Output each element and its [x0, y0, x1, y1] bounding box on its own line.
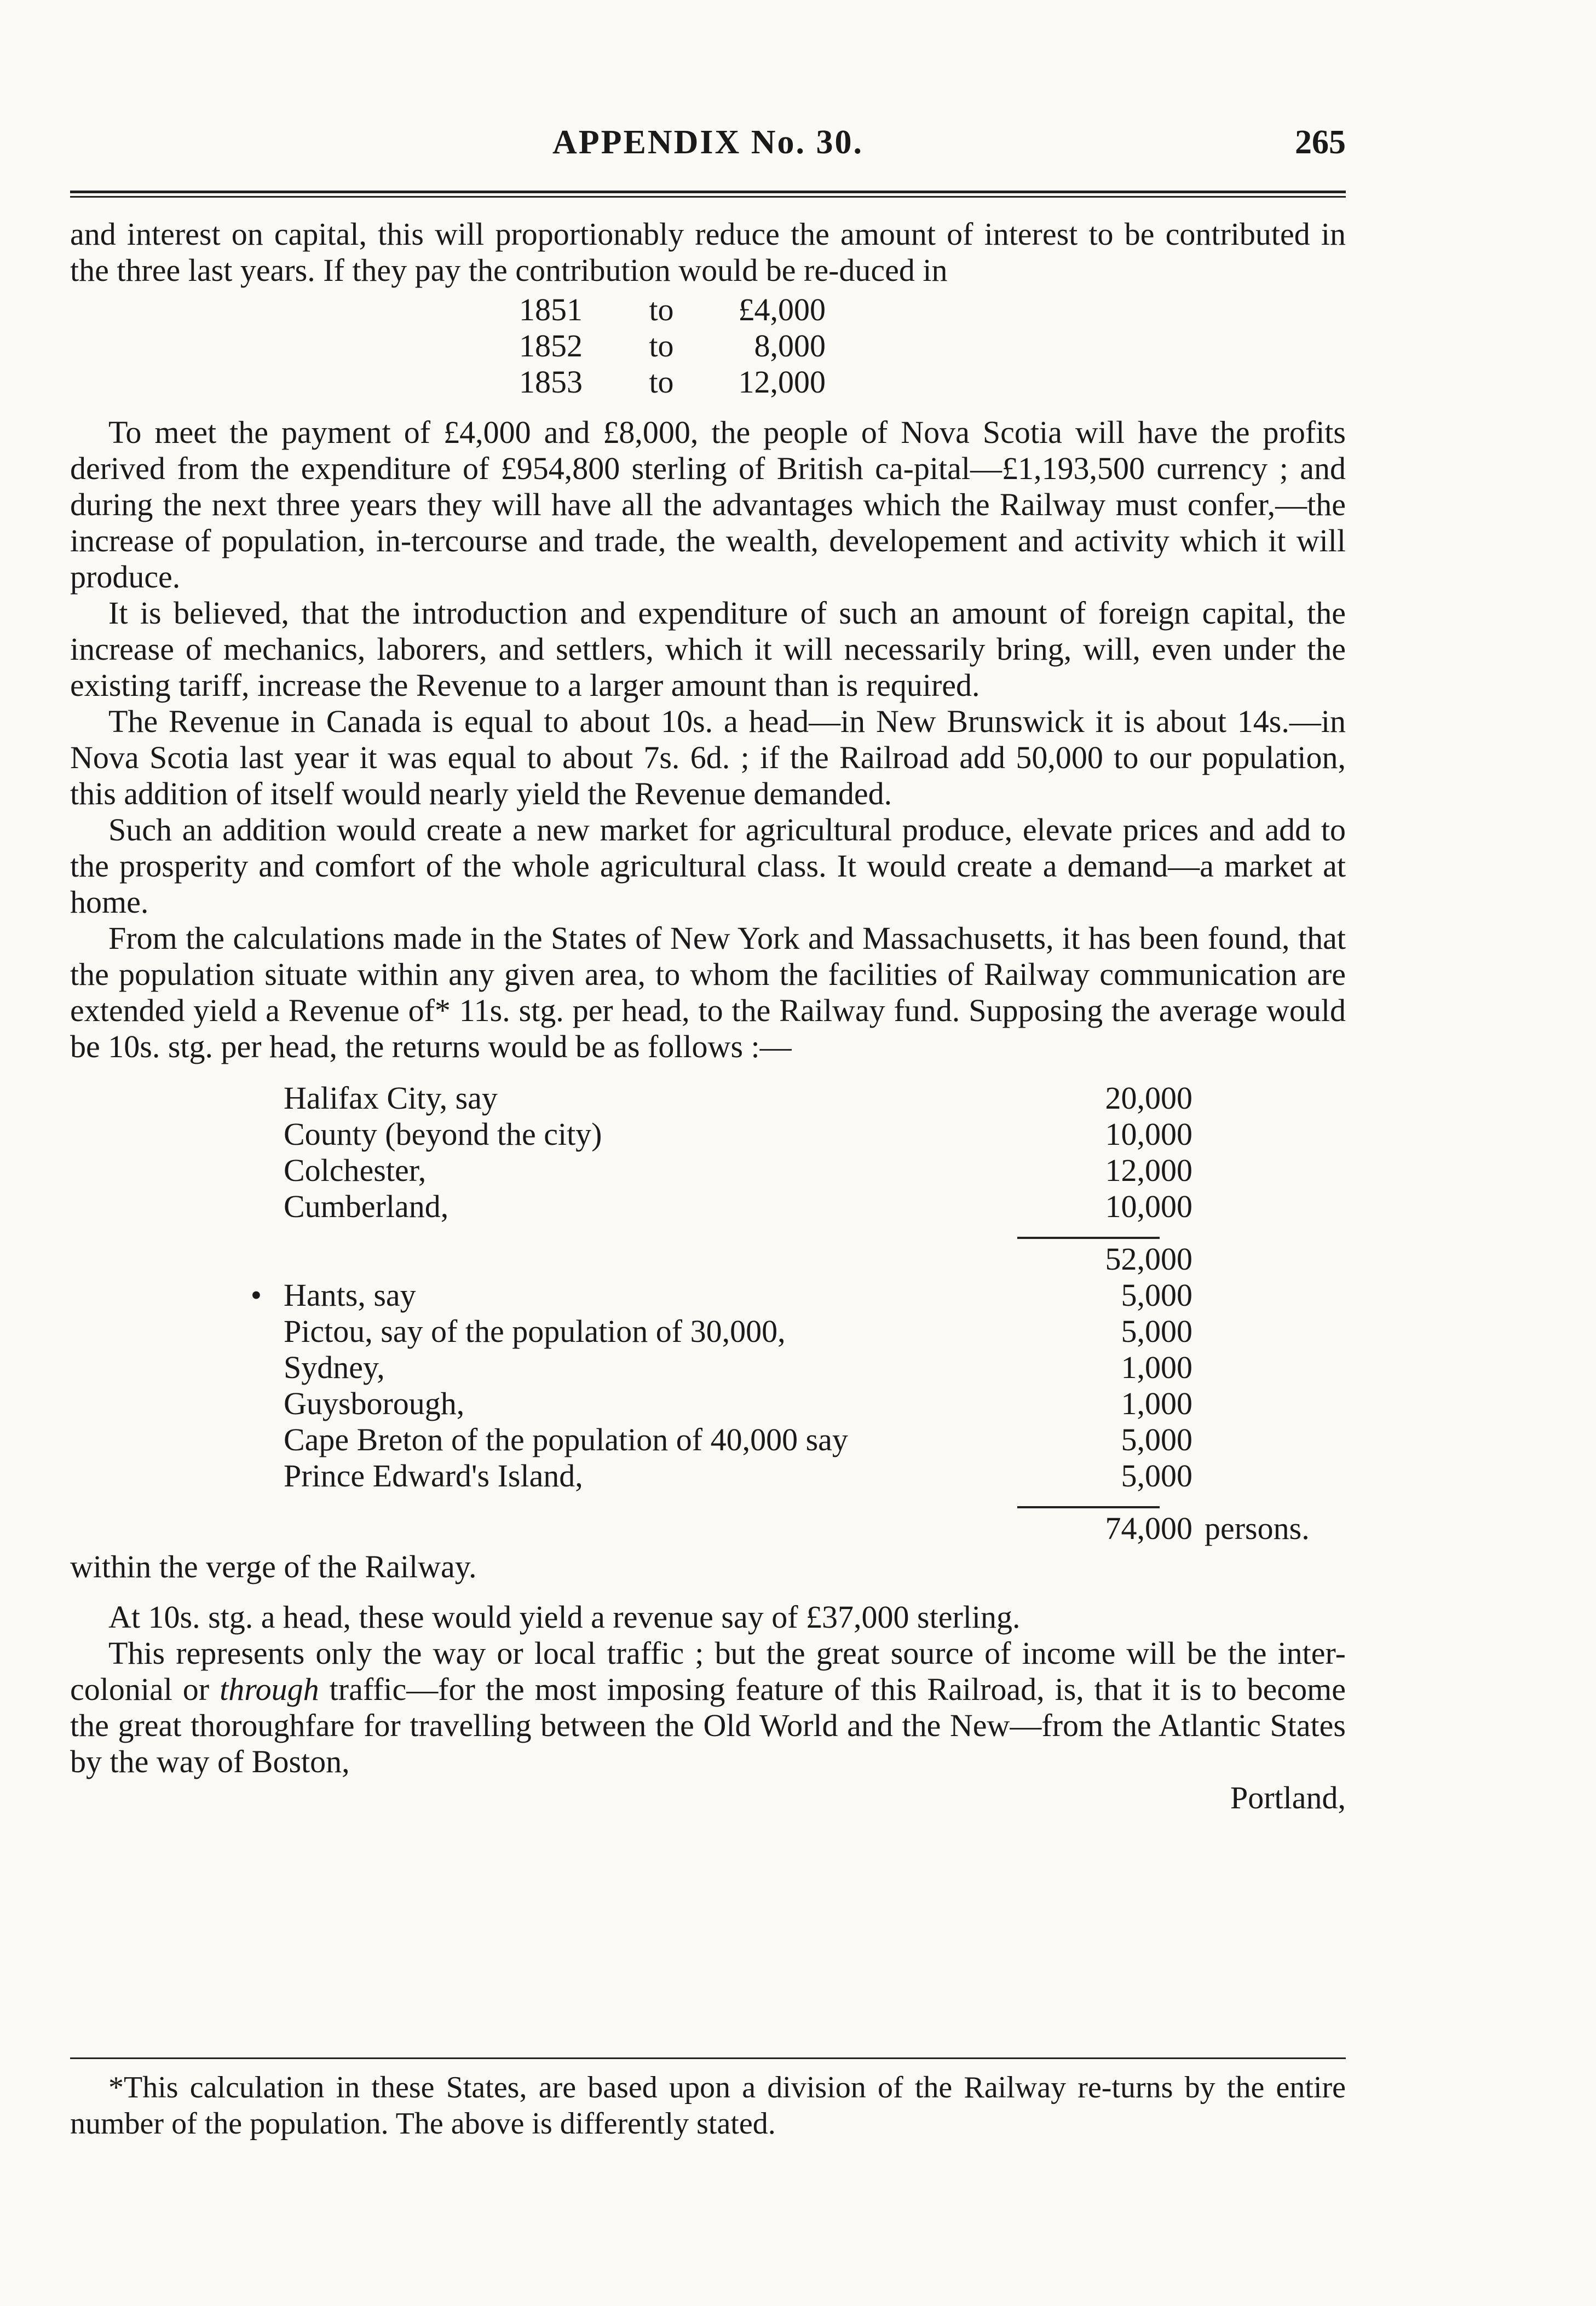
amount-cell: 1,000: [1121, 1386, 1192, 1421]
catchword: Portland,: [1230, 1780, 1346, 1815]
year-cell: 1853: [519, 364, 583, 400]
paragraph: The Revenue in Canada is equal to about 10s. a head—in New Brunswick it is about 14s.—in Nova Scotia last year it was equal to about 7s. 6d. ; if the Railroad add 50,000 to our population, this addition of itself would nearly yield the Revenue demanded.: [70, 704, 1346, 811]
place-cell: Hants, say: [284, 1277, 416, 1313]
total-row: [70, 1511, 1346, 1547]
amount-cell: 10,000: [1105, 1116, 1192, 1152]
paragraph: From the calculations made in the States of New York and Massachusetts, it has been found, that the population situate within any given area, to whom the facilities of Railway communication are extended yield a Revenue of* 11s. stg. per head, to the Railway fund. Supposing the average would be 10s. stg. per head, the returns would be as follows :—: [70, 920, 1346, 1064]
place-cell: Prince Edward's Island,: [284, 1458, 583, 1494]
place-cell: Guysborough,: [284, 1386, 465, 1421]
paragraph: within the verge of the Railway.: [70, 1549, 477, 1584]
page-header: [70, 123, 1346, 172]
amount-cell: 20,000: [1105, 1080, 1192, 1116]
returns-row: [70, 1189, 1346, 1225]
total-unit: persons.: [1205, 1511, 1310, 1546]
place-cell: Sydney,: [284, 1350, 385, 1385]
text-run: This represents only the way or local traffic ; but the great source of income will be the inter-colonial or: [70, 1635, 1346, 1707]
place-cell: Cumberland,: [284, 1189, 449, 1224]
amount-cell: 12,000: [738, 364, 826, 400]
amount-cell: 5,000: [1121, 1422, 1192, 1457]
returns-row: [70, 1080, 1346, 1116]
page-title: APPENDIX No. 30.: [552, 124, 864, 161]
to-cell: to: [649, 328, 674, 364]
page-number: 265: [1295, 124, 1346, 161]
returns-table: [70, 1080, 1346, 1547]
bullet-mark: •: [250, 1277, 262, 1313]
place-cell: Cape Breton of the population of 40,000 say: [284, 1422, 848, 1457]
returns-row: [70, 1152, 1346, 1189]
place-cell: Colchester,: [284, 1152, 427, 1188]
paragraph: At 10s. stg. a head, these would yield a revenue say of £37,000 sterling.: [108, 1599, 1021, 1635]
header-rule: [70, 191, 1346, 198]
subtotal-value: 52,000: [1105, 1241, 1192, 1277]
subtotal-row: [70, 1241, 1346, 1277]
total-rule: [1017, 1506, 1160, 1508]
footnote-rule: [70, 2057, 1346, 2059]
amount-cell: 5,000: [1121, 1458, 1192, 1494]
place-cell: County (beyond the city): [284, 1116, 602, 1152]
years-row: [70, 328, 1346, 364]
year-cell: 1851: [519, 292, 583, 327]
place-cell: Halifax City, say: [284, 1080, 498, 1116]
footnote-text: *This calculation in these States, are based upon a division of the Railway re-turns by the entire number of the population. The above is differently stated.: [70, 2071, 1346, 2141]
returns-row: [70, 1350, 1346, 1386]
place-cell: Pictou, say of the population of 30,000,: [284, 1313, 786, 1349]
paragraph: It is believed, that the introduction and expenditure of such an amount of foreign capital, the increase of mechanics, laborers, and settlers, which it will necessarily bring, will, even under the existing tariff, increase the Revenue to a larger amount than is required.: [70, 595, 1346, 703]
footnote: [70, 2069, 1346, 2142]
paragraph: Such an addition would create a new market for agricultural produce, elevate prices and add to the prosperity and comfort of the whole agricultural class. It would create a demand—a market at home.: [70, 812, 1346, 920]
amount-cell: 5,000: [1121, 1277, 1192, 1313]
amount-cell: £4,000: [738, 292, 826, 327]
total-value: 74,000: [1105, 1511, 1192, 1546]
returns-row: [70, 1386, 1346, 1422]
italic-text: through: [220, 1671, 319, 1707]
returns-row: [70, 1116, 1346, 1152]
amount-cell: 8,000: [754, 328, 826, 364]
paragraph: and interest on capital, this will proportionably reduce the amount of interest to be contributed in the three last years. If they pay the contribution would be re-duced in: [70, 216, 1346, 288]
amount-cell: 5,000: [1121, 1313, 1192, 1349]
returns-row: [70, 1422, 1346, 1458]
years-table: [70, 292, 1346, 400]
years-row: [70, 292, 1346, 328]
amount-cell: 1,000: [1121, 1350, 1192, 1385]
body-text: [70, 216, 1346, 1816]
years-row: [70, 364, 1346, 400]
amount-cell: 10,000: [1105, 1189, 1192, 1224]
to-cell: to: [649, 292, 674, 327]
to-cell: to: [649, 364, 674, 400]
paragraph: To meet the payment of £4,000 and £8,000, the people of Nova Scotia will have the profits derived from the expenditure of £954,800 sterling of British ca-pital—£1,193,500 currency ; and during the next three years they will have all the advantages which the Railway must confer,—the increase of population, in-tercourse and trade, the wealth, developement and activity which it will produce.: [70, 414, 1346, 595]
paragraph: [70, 1635, 1346, 1780]
returns-row: [70, 1313, 1346, 1350]
returns-row: [70, 1277, 1346, 1313]
returns-row: [70, 1458, 1346, 1494]
year-cell: 1852: [519, 328, 583, 364]
text-run: traffic—for the most imposing feature of this Railroad, is, that it is to become the great thoroughfare for travelling between the Old World and the New—from the Atlantic States by the way of Boston,: [70, 1671, 1346, 1779]
amount-cell: 12,000: [1105, 1152, 1192, 1188]
subtotal-rule: [1017, 1237, 1160, 1239]
